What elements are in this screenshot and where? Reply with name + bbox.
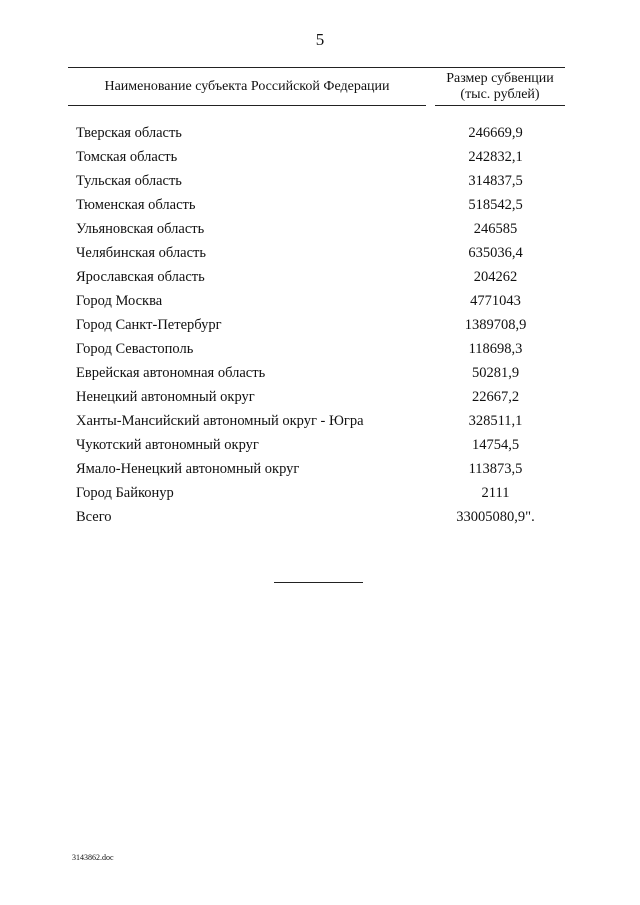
subvention-amount: 4771043	[470, 293, 521, 309]
table-row	[68, 313, 565, 337]
region-name: Город Санкт-Петербург	[76, 317, 222, 333]
table-row	[68, 145, 565, 169]
region-name: Ямало-Ненецкий автономный округ	[76, 461, 300, 477]
subvention-amount: 2111	[481, 485, 510, 501]
table-row	[68, 457, 565, 481]
region-name: Ненецкий автономный округ	[76, 389, 255, 405]
subvention-amount: 242832,1	[468, 149, 523, 165]
subvention-table	[68, 67, 565, 529]
document-code: 3143862.doc	[72, 853, 114, 862]
subvention-amount: 50281,9	[471, 365, 520, 381]
column-header-amount-line1: Размер субвенции	[446, 71, 554, 86]
region-name: Томская область	[76, 149, 178, 165]
table-row	[68, 337, 565, 361]
column-header-amount-line2: (тыс. рублей)	[460, 87, 540, 102]
column-header-amount	[435, 68, 565, 106]
table-row	[68, 265, 565, 289]
region-name: Город Байконур	[76, 485, 174, 501]
subvention-amount: 314837,5	[468, 173, 523, 189]
subvention-amount: 246669,9	[468, 125, 523, 141]
header-gap	[426, 68, 435, 106]
region-name: Город Севастополь	[76, 341, 194, 357]
table-row	[68, 385, 565, 409]
region-name: Тульская область	[76, 173, 182, 189]
subvention-amount: 518542,5	[468, 197, 523, 213]
table-row	[68, 289, 565, 313]
subvention-amount: 14754,5	[471, 437, 520, 453]
region-name: Ханты-Мансийский автономный округ - Югра	[76, 413, 364, 429]
total-label: Всего	[76, 509, 112, 525]
total-amount: 33005080,9".	[456, 509, 535, 525]
table-row-total	[68, 505, 565, 529]
subvention-amount: 204262	[473, 269, 518, 285]
subvention-amount: 113873,5	[468, 461, 523, 477]
table-header	[68, 67, 565, 106]
table-row	[68, 169, 565, 193]
subvention-amount: 1389708,9	[464, 317, 527, 333]
region-name: Челябинская область	[76, 245, 206, 261]
page-number: 5	[315, 30, 325, 49]
region-name: Город Москва	[76, 293, 163, 309]
table-row	[68, 361, 565, 385]
subvention-amount: 22667,2	[471, 389, 520, 405]
table-row	[68, 409, 565, 433]
region-name: Ульяновская область	[76, 221, 205, 237]
table-row	[68, 481, 565, 505]
region-name: Еврейская автономная область	[76, 365, 266, 381]
end-of-document-rule	[274, 582, 363, 583]
table-row	[68, 217, 565, 241]
region-name: Чукотский автономный округ	[76, 437, 259, 453]
region-name: Тверская область	[76, 125, 182, 141]
subvention-amount: 635036,4	[468, 245, 523, 261]
table-row	[68, 433, 565, 457]
table-row	[68, 241, 565, 265]
table-row	[68, 193, 565, 217]
table-row	[68, 121, 565, 145]
column-header-name: Наименование субъекта Российской Федерации	[68, 68, 426, 106]
subvention-amount: 246585	[473, 221, 518, 237]
subvention-amount: 328511,1	[468, 413, 523, 429]
region-name: Тюменская область	[76, 197, 196, 213]
table-body	[68, 121, 565, 529]
subvention-amount: 118698,3	[468, 341, 523, 357]
region-name: Ярославская область	[76, 269, 205, 285]
